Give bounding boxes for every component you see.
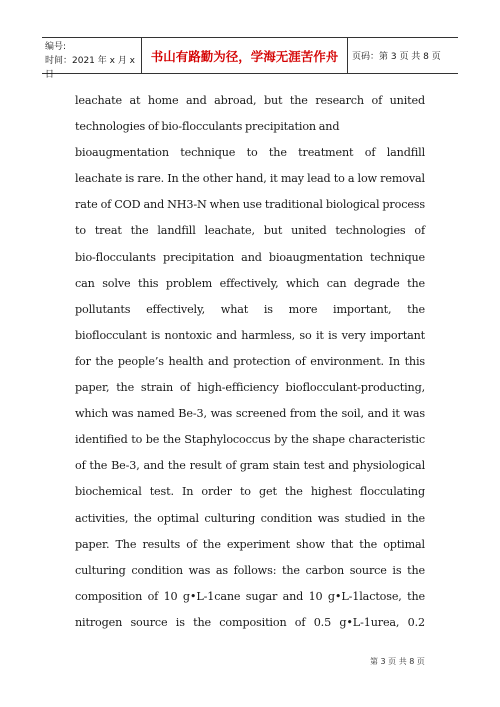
body-line: pollutants effectively, what is more important, the (75, 302, 425, 316)
document-body (75, 88, 425, 636)
body-line: culturing condition was as follows: the carbon source is the (75, 563, 425, 577)
body-line: to treat the landfill leachate, but united technologies of (75, 224, 425, 238)
body-line: identified to be the Staphylococcus by the shape characteristic (75, 433, 425, 447)
body-line: which was named Be-3, was screened from the soil, and it was (75, 407, 425, 421)
body-line: bioaugmentation technique to the treatment of landfill (75, 146, 425, 160)
header-motto: 书山有路勤为径，学海无涯苦作舟 (142, 38, 348, 73)
body-line: rate of COD and NH3-N when use traditional biological process (75, 198, 425, 212)
body-line: can solve this problem effectively, which can degrade the (75, 276, 425, 290)
body-line: leachate at home and abroad, but the research of united (75, 94, 425, 107)
header-page-info: 页码：第 3 页 共 8 页 (352, 52, 441, 62)
body-line: for the people’s health and protection of environment. In this (75, 354, 425, 368)
document-time: 时间：2021 年 x 月 x 日 (45, 56, 136, 80)
body-line: bio-flocculants precipitation and bioaugmentation technique (75, 250, 425, 264)
body-line: activities, the optimal culturing condition was studied in the (75, 511, 425, 525)
body-line: biochemical test. In order to get the highest flocculating (75, 485, 425, 499)
document-number-label: 编号: (45, 42, 67, 52)
body-line: of the Be-3, and the result of gram stain test and physiological (75, 459, 425, 473)
body-line: technologies of bio-flocculants precipitation and (75, 120, 340, 134)
body-line: paper, the strain of high-efficiency bioflocculant-producting, (75, 381, 425, 395)
page-header (42, 37, 458, 80)
body-line: nitrogen source is the composition of 0.5 g•L-1urea, 0.2 (75, 615, 425, 629)
header-meta (42, 38, 142, 80)
body-line: leachate is rare. In the other hand, it may lead to a low removal (75, 172, 425, 186)
body-line: paper. The results of the experiment show that the optimal (75, 537, 425, 551)
page-footer: 第 3 页 共 8 页 (370, 657, 425, 666)
body-line: bioflocculant is nontoxic and harmless, so it is very important (75, 328, 425, 342)
body-line: composition of 10 g•L-1cane sugar and 10 g•L-1lactose, the (75, 589, 425, 603)
